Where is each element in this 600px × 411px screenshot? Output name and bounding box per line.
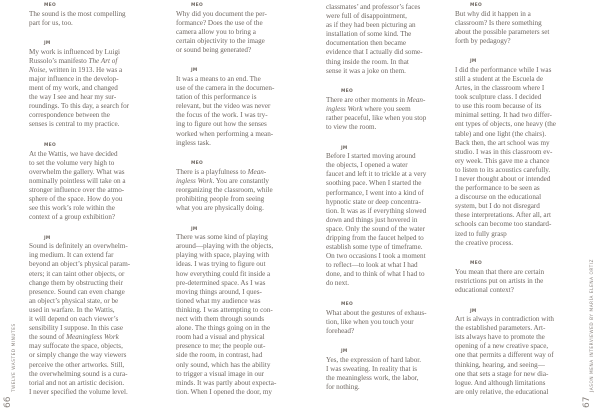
- text-run: Sound is definitely an overwhelm- ing medium. It can extend far beyond an object’s physical param- eters; it can taint other objects, or change them by obstructing their presence. Sound can even change an object’s physical state, or be used in warfare. In the Wattis, it will depend on each viewer’s sensibility I suppose. In this case the sound of: [29, 242, 131, 342]
- speaker-label: JM: [341, 349, 348, 355]
- interview-text: It was a means to an end. The use of the camera in the documen- tation of this performance is relevant, but the video was never the focus of the work. I was try- ing to figure out how the senses worked when performing a mean- ingless task.: [176, 74, 275, 147]
- speaker-label: MEO: [191, 161, 204, 167]
- work-title: The Art of Noise: [29, 56, 118, 74]
- interview-text: The sound is the most compelling part for us, too.: [29, 9, 126, 27]
- speaker-label: MEO: [341, 302, 354, 308]
- speaker-label: MEO: [44, 3, 57, 8]
- speaker-label: JM: [191, 226, 198, 232]
- speaker-label: JM: [470, 59, 477, 65]
- qa-block: [326, 302, 446, 336]
- qa-block: [326, 349, 446, 392]
- interview-text: You mean that there are certain restrictions put on artists in the educational context?: [455, 267, 545, 294]
- interview-text: [176, 168, 296, 213]
- interview-text: There was some kind of playing around—playing with the objects, playing with space, playing with ideas. I was trying to figure out how everything could fit inside a pre-determined space. As I was moving things around, I ques- tioned what my audience was thinking. I was attempting to con- nect with them through sounds alone. The things going on in the room had a visual and physical presence to me; the people out- side the room, in contrast, had only sound, which has the ability to trigger a visual image in our minds. It was partly about expecta- tion. When I opened the door, my: [176, 233, 277, 396]
- text-run: My work is influenced by Luigi Russolo’s manifesto: [29, 47, 121, 65]
- speaker-label: JM: [44, 235, 51, 241]
- interview-text: Yes, the expression of hard labor. I was sweating. In reality that is the meaningless work, the labor, for nothing.: [326, 355, 422, 392]
- text-run: There are other moments in: [326, 95, 407, 104]
- speaker-label: JM: [191, 68, 198, 74]
- qa-block: [455, 59, 577, 247]
- qa-block: [455, 261, 577, 295]
- speaker-label: MEO: [470, 261, 483, 267]
- qa-block: [29, 3, 149, 28]
- interview-text: Before I started moving around the objects, I opened a water faucet and left it to trickle at a very soothing pace. When I started the performance, I went into a kind of hypnotic state or deep concentra- tion. It was as if everything slowed down and things just hovered in space. Only the sound of the water dripping from the faucet helped to establish some type of timeframe. On two occasions I took a moment to reflect—to look at what I had done, and to think of what I had to do next.: [326, 152, 427, 288]
- speaker-label: MEO: [470, 3, 483, 8]
- column-4: [455, 3, 577, 410]
- running-head-left: TWELVE WASTED MINUTES: [11, 323, 16, 392]
- interview-text: [29, 242, 149, 397]
- text-run: where you seem rather peaceful, like when you stop to view the room.: [326, 104, 427, 132]
- qa-block: [29, 236, 149, 397]
- speaker-label: MEO: [44, 143, 57, 149]
- column-3: [326, 3, 446, 406]
- qa-block: [29, 41, 149, 129]
- qa-block: [176, 3, 296, 55]
- interview-text: [29, 48, 149, 130]
- interview-text: Why did you document the per- formance? Does the use of the camera allow you to bring a certain objectivity to the image or sound being generated?: [176, 9, 267, 54]
- continued-text: classmates’ and professor’s faces were full of disappointment, as if they had been picturing an installation of some kind. The documentation then became evidence that I actually did some- thing inside the room. In that sense it was a joke on them.: [326, 3, 423, 75]
- column-2: [176, 3, 296, 410]
- interview-text: What about the gestures of exhaus- tion, like when you touch your forehead?: [326, 308, 427, 335]
- speaker-label: MEO: [341, 89, 354, 95]
- qa-block: [326, 89, 446, 132]
- work-title: Meaningless Work: [66, 333, 119, 342]
- interview-text: At the Wattis, we have decided to set the volume very high to overwhelm the gallery. What was nominally pointless will take on a stronger influence over the atmo- sphere of the space. How do you see this work’s role within the context of a group exhibition?: [29, 149, 126, 222]
- qa-block: [326, 146, 446, 289]
- work-title: Mean- ingless Work: [176, 167, 267, 185]
- qa-block: [455, 309, 577, 397]
- page-number-left: 66: [3, 396, 13, 408]
- interview-text: But why did it happen in a classroom? Is there something about the possible parameters set forth by pedagogy?: [455, 9, 550, 45]
- running-head-right: JASON MENA INTERVIEWED BY MARÍA ELENA ORTIZ: [589, 258, 594, 392]
- text-run: , written in 1913. He was a major influence in the develop- ment of my work, and changed the way I see and hear my sur- roundings. To this day, a search for correspondence between the senses is central to my practice.: [29, 65, 130, 129]
- text-run: . You are constantly reorganizing the classroom, while prohibiting people from seeing what you are physically doing.: [176, 176, 273, 213]
- qa-block: [176, 161, 296, 213]
- interview-text: I did the performance while I was still a student at the Escuela de Artes, in the classroom where I took sculpture class. I decided to use this room because of its minimal setting. It had two differ- ent types of objects, one heavy (the table) and one light (the chairs). Back then, the art school was my studio. I was in this classroom ev- ery week. This gave me a chance to listen to its acoustics carefully. I never thought about or intended the performance to be seen as a discourse on the educational system, but I do not disregard these interpretations. After all, art schools can become too standard- ized to fully grasp the creative process.: [455, 65, 556, 247]
- text-run: There is a playfulness to: [176, 167, 248, 176]
- qa-block: [176, 68, 296, 147]
- work-title: Mean- ingless Work: [326, 95, 426, 113]
- interview-text: Art is always in contradiction with the established parameters. Art- ists always have to promote the opening of a new creative space, one that permits a different way of thinking, hearing, and seeing— one that sets a stage for new dia- logue. And although limitations are only relative, the educational: [455, 315, 554, 396]
- speaker-label: MEO: [191, 3, 204, 8]
- speaker-label: JM: [470, 308, 477, 314]
- qa-block: [29, 143, 149, 222]
- text-run: may suffocate the space, objects, or simply change the way viewers perceive the other artworks. Still, the overwhelming sound is a cura- torial and not an artistic decision. I never specified the volume level.: [29, 342, 128, 396]
- speaker-label: JM: [44, 41, 51, 47]
- qa-block: [176, 227, 296, 397]
- qa-block: [455, 3, 577, 46]
- speaker-label: JM: [341, 145, 348, 151]
- page-number-right: 67: [582, 396, 592, 408]
- column-1: [29, 3, 149, 410]
- interview-text: [326, 96, 446, 132]
